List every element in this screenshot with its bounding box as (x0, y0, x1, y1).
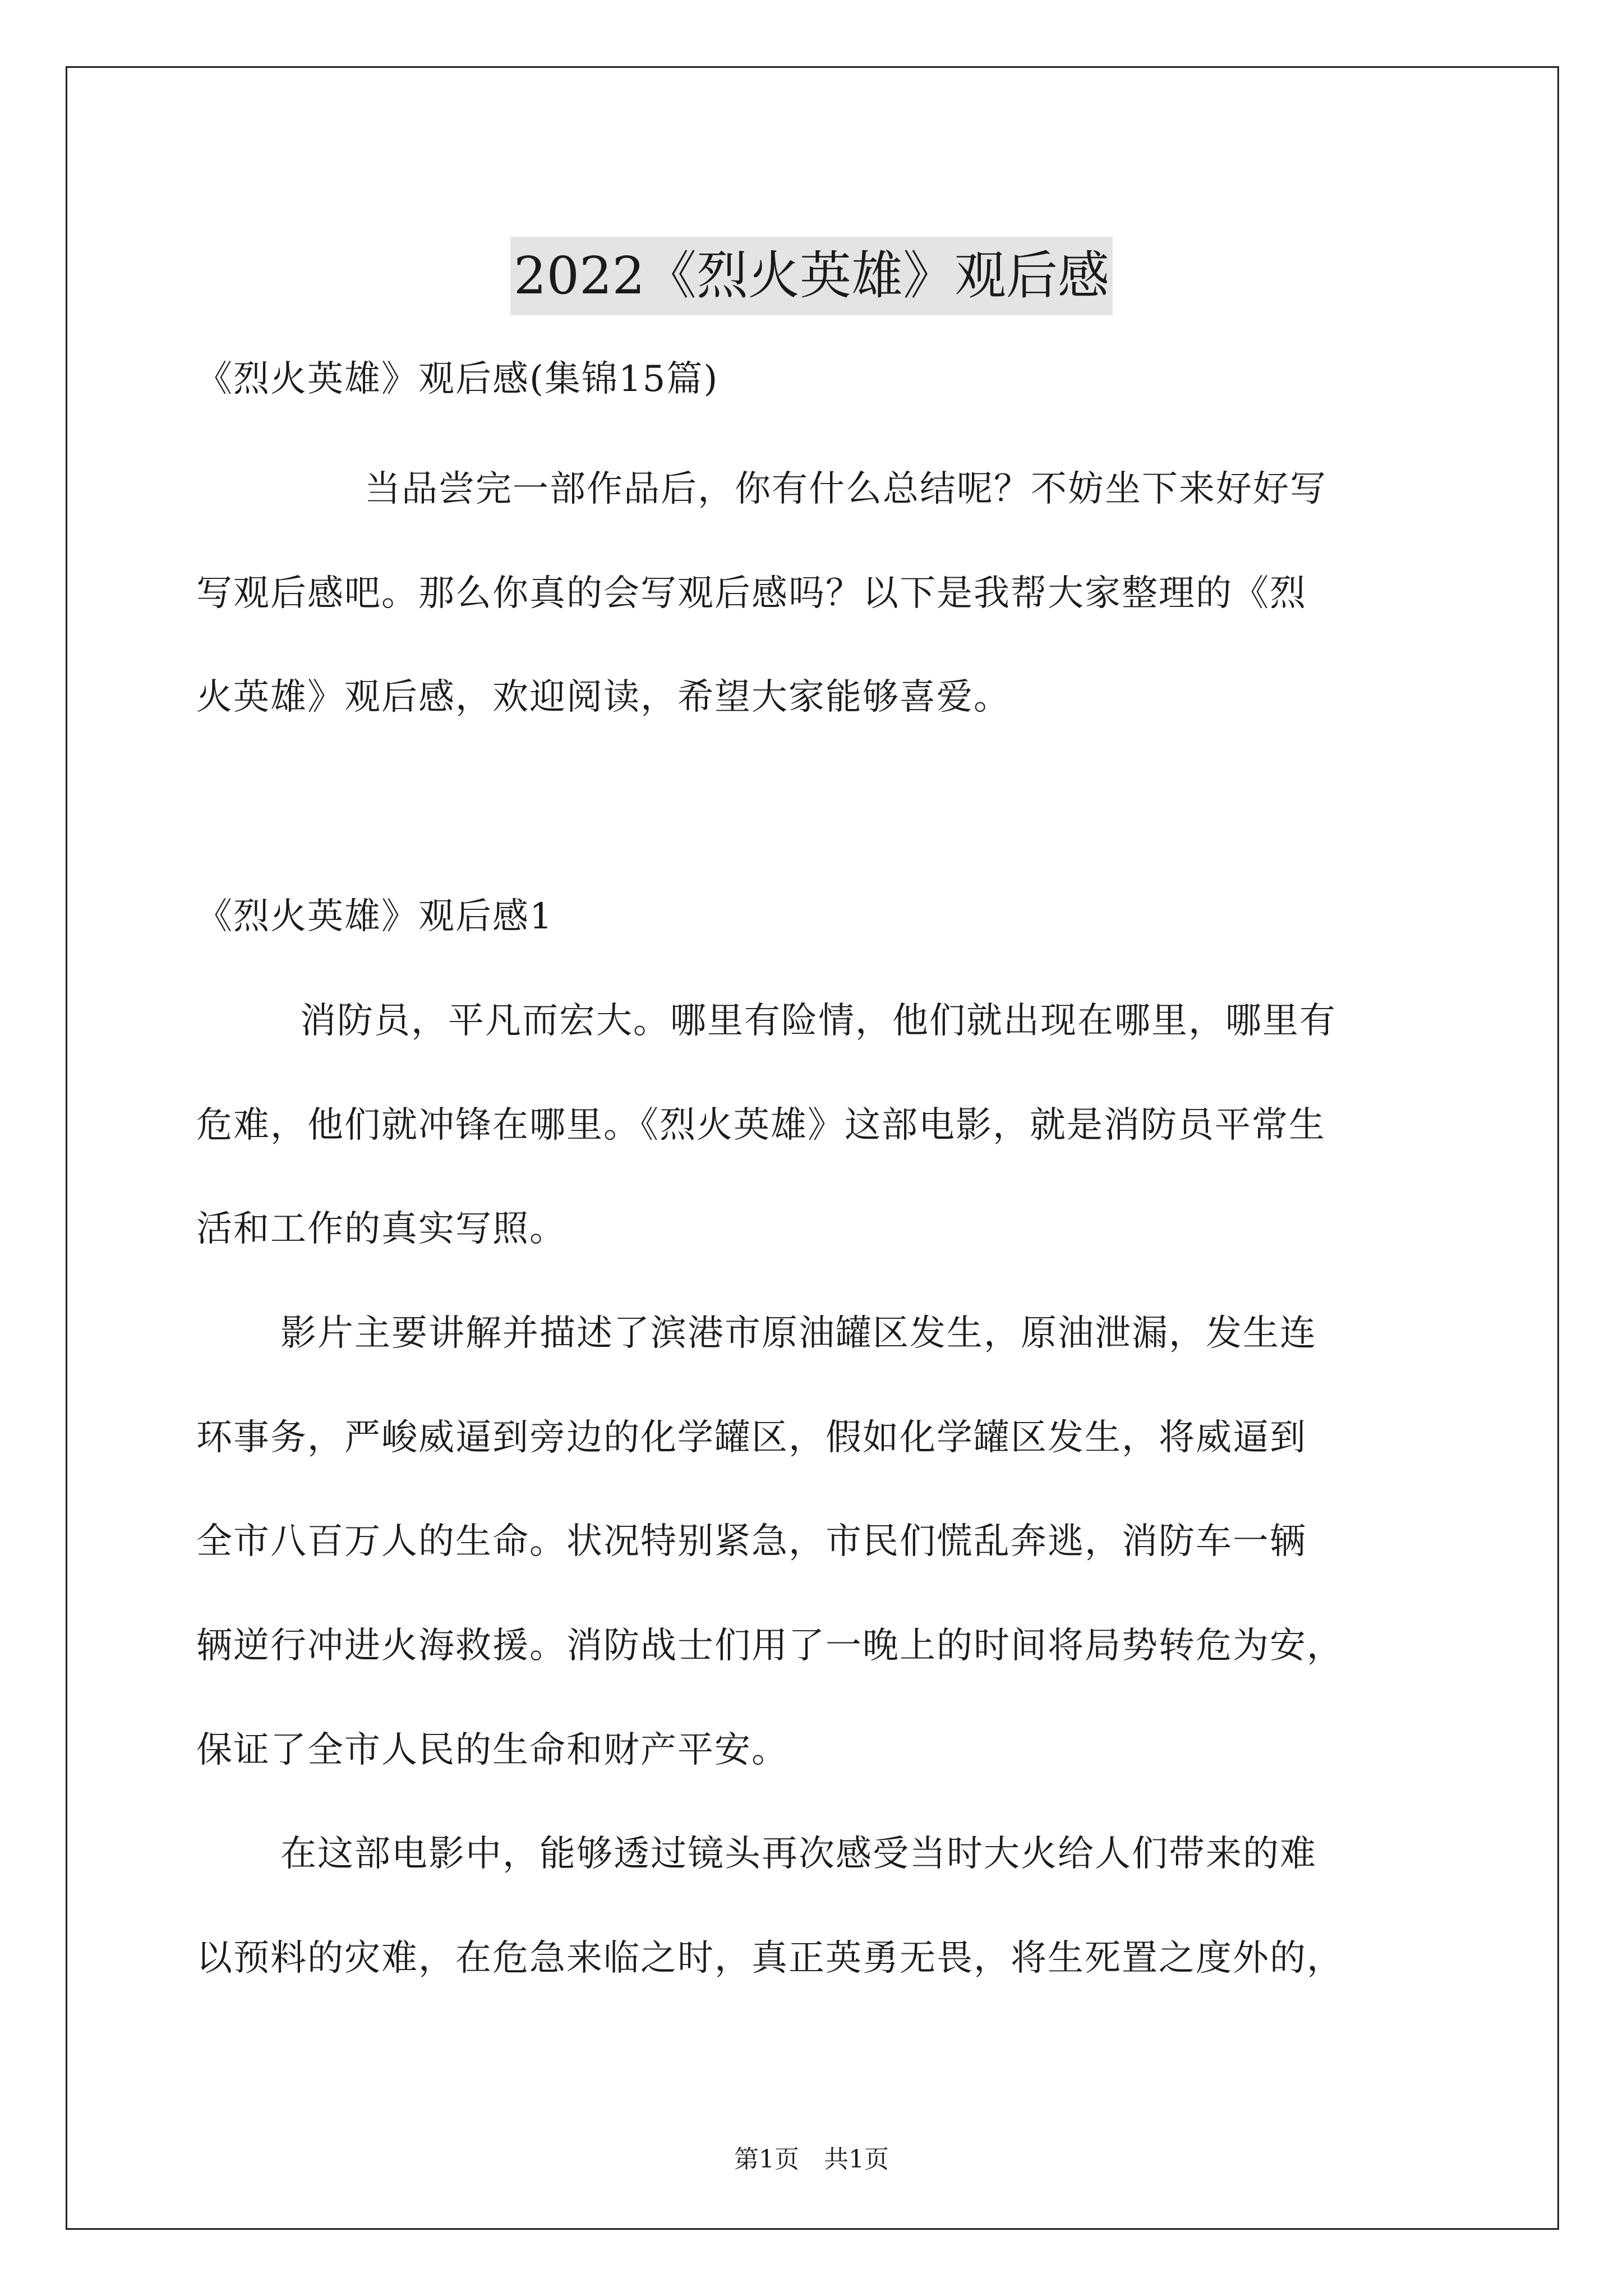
body-line-8: 保证了全市人民的生命和财产平安。 (196, 1729, 789, 1771)
body-line-4: 影片主要讲解并描述了滨港市原油罐区发生，原油泄漏，发生连 (280, 1313, 1317, 1354)
intro-line-2: 写观后感吧。那么你真的会写观后感吗？以下是我帮大家整理的《烈 (196, 573, 1307, 614)
body-line-2: 危难，他们就冲锋在哪里。《烈火英雄》这部电影，就是消防员平常生 (196, 1105, 1326, 1146)
body-line-1: 消防员，平凡而宏大。哪里有险情，他们就出现在哪里，哪里有 (300, 1000, 1336, 1042)
title-container (0, 202, 1623, 349)
intro-line-1: 当品尝完一部作品后，你有什么总结呢？不妨坐下来好好写 (365, 468, 1327, 510)
intro-line-3: 火英雄》观后感，欢迎阅读，希望大家能够喜爱。 (196, 677, 1011, 718)
body-line-5: 环事务，严峻威逼到旁边的化学罐区，假如化学罐区发生，将威逼到 (196, 1417, 1307, 1458)
body-line-6: 全市八百万人的生命。状况特别紧急，市民们慌乱奔逃，消防车一辆 (196, 1521, 1307, 1562)
body-line-10: 以预料的灾难，在危急来临之时，真正英勇无畏，将生死置之度外的， (196, 1938, 1344, 1979)
document-title: 2022《烈火英雄》观后感 (510, 237, 1113, 315)
page-footer: 第1页 共1页 (734, 2145, 889, 2174)
body-line-7: 辆逆行冲进火海救援。消防战士们用了一晚上的时间将局势转危为安， (196, 1625, 1344, 1667)
body-line-9: 在这部电影中，能够透过镜头再次感受当时大火给人们带来的难 (280, 1833, 1317, 1875)
document-subtitle: 《烈火英雄》观后感(集锦15篇) (196, 358, 719, 400)
body-line-3: 活和工作的真实写照。 (196, 1208, 566, 1250)
section-heading: 《烈火英雄》观后感1 (196, 896, 554, 937)
